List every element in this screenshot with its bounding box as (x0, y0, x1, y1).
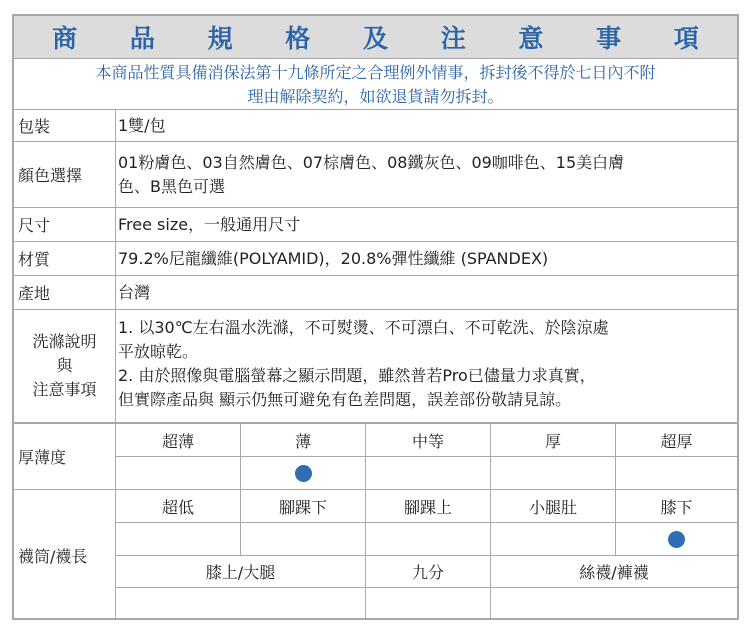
thickness-option: 超厚 (616, 424, 737, 457)
length-option: 小腿肚 (491, 490, 616, 523)
thickness-mark-cell (616, 457, 737, 490)
care-line-4: 但實際產品與 顯示仍無可避免有色差問題，誤差部份敬請見諒。 (118, 390, 572, 409)
length-option: 腳踝下 (241, 490, 366, 523)
length-mark-cell (366, 523, 491, 556)
length-mark-cell (616, 523, 737, 556)
material-label: 材質 (14, 242, 116, 275)
origin-value: 台灣 (118, 282, 151, 302)
care-label-line-3: 注意事項 (32, 380, 97, 399)
return-notice (14, 58, 737, 110)
row-origin (14, 276, 737, 310)
care-line-1: 1. 以30℃左右溫水洗滌，不可熨燙、不可漂白、不可乾洗、於陰涼處 (118, 318, 609, 337)
row-care (14, 310, 737, 424)
length-mark-cell (241, 523, 366, 556)
origin-label: 產地 (14, 276, 116, 309)
length-label: 襪筒/襪長 (14, 490, 116, 620)
packaging-label: 包裝 (14, 110, 116, 141)
length-mark-cell (116, 588, 366, 620)
care-label-line-1: 洗滌說明 (32, 332, 97, 351)
length-option: 膝上/大腿 (116, 556, 366, 588)
row-size (14, 208, 737, 242)
length-option: 腳踝上 (366, 490, 491, 523)
colors-value (118, 142, 733, 207)
length-option: 絲襪/褲襪 (491, 556, 737, 588)
colors-label: 顏色選擇 (14, 142, 116, 207)
thickness-option: 薄 (241, 424, 366, 457)
notice-line-1: 本商品性質具備消保法第十九條所定之合理例外情事，拆封後不得於七日內不附 (95, 63, 656, 82)
length-mark-cell (491, 523, 616, 556)
colors-value-line-1: 01粉膚色、03自然膚色、07棕膚色、08鐵灰色、09咖啡色、15美白膚 (118, 152, 625, 172)
material-value: 79.2%尼龍纖維(POLYAMID)，20.8%彈性纖維 (SPANDEX) (118, 248, 549, 268)
care-value (118, 310, 733, 428)
option-grid (14, 424, 737, 620)
thickness-label: 厚薄度 (14, 424, 116, 490)
length-option: 膝下 (616, 490, 737, 523)
care-label-line-2: 與 (56, 356, 73, 375)
thickness-mark-cell (116, 457, 241, 490)
spec-sheet (12, 14, 739, 620)
notice-line-2: 理由解除契約，如欲退貨請勿拆封。 (247, 87, 504, 106)
length-option: 九分 (366, 556, 491, 588)
row-material (14, 242, 737, 276)
length-mark-cell (491, 588, 737, 620)
thickness-option: 中等 (366, 424, 491, 457)
page-title: 商 品 規 格 及 注 意 事 項 (52, 24, 721, 53)
thickness-mark-cell (241, 457, 366, 490)
size-label: 尺寸 (14, 208, 116, 241)
row-packaging (14, 110, 737, 142)
length-mark-cell (116, 523, 241, 556)
length-mark-cell (366, 588, 491, 620)
size-value: Free size，一般通用尺寸 (118, 214, 301, 234)
thickness-mark-cell (491, 457, 616, 490)
care-line-3: 2. 由於照像與電腦螢幕之顯示問題，雖然普若Pro已儘量力求真實， (118, 366, 596, 385)
thickness-mark-cell (366, 457, 491, 490)
title-bar (14, 16, 737, 59)
packaging-value: 1雙/包 (118, 115, 166, 135)
selected-dot-icon (295, 465, 312, 482)
care-label (14, 310, 116, 422)
row-colors (14, 142, 737, 208)
length-option: 超低 (116, 490, 241, 523)
colors-value-line-2: 色、B黑色可選 (118, 176, 225, 196)
thickness-option: 厚 (491, 424, 616, 457)
care-line-2: 平放晾乾。 (118, 342, 199, 361)
thickness-option: 超薄 (116, 424, 241, 457)
selected-dot-icon (668, 531, 685, 548)
